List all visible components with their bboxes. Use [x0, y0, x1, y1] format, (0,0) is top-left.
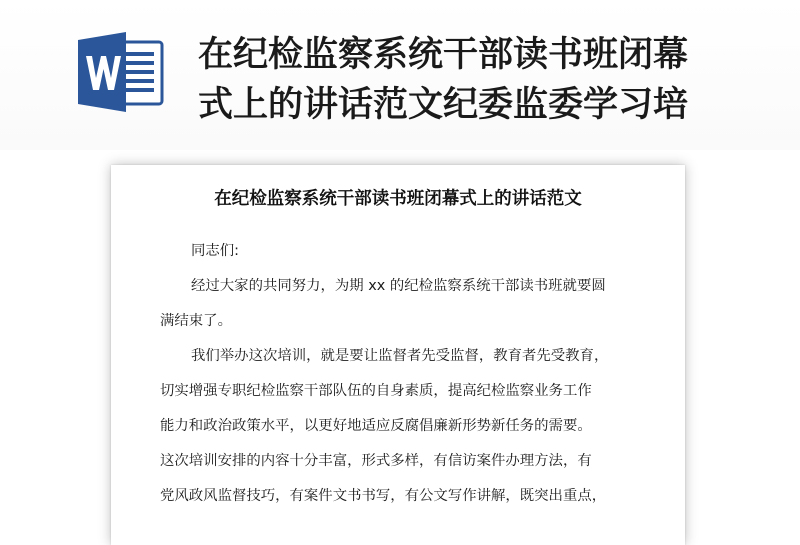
banner-title-line-1: 在纪检监察系统干部读书班闭幕	[198, 35, 689, 75]
document-line: 同志们:	[191, 243, 240, 259]
document-title: 在纪检监察系统干部读书班闭幕式上的讲话范文	[214, 189, 582, 209]
document-line: 满结束了。	[160, 313, 232, 329]
banner-header	[0, 0, 800, 150]
document-line: 经过大家的共同努力，为期 xx 的纪检监察系统干部读书班就要圆	[191, 278, 606, 294]
word-doc-icon	[76, 32, 164, 112]
document-line: 切实增强专职纪检监察干部队伍的自身素质，提高纪检监察业务工作	[160, 383, 592, 399]
document-line: 我们举办这次培训，就是要让监督者先受监督，教育者先受教育，	[191, 348, 609, 364]
banner-title-line-2: 式上的讲话范文纪委监委学习培	[198, 85, 689, 125]
banner-title	[198, 30, 788, 130]
document-line: 党风政风监督技巧，有案件文书书写，有公文写作讲解，既突出重点，	[160, 488, 607, 504]
document-line: 这次培训安排的内容十分丰富，形式多样，有信访案件办理方法，有	[160, 453, 592, 469]
document-line: 能力和政治政策水平，以更好地适应反腐倡廉新形势新任务的需要。	[160, 418, 592, 434]
document-page	[111, 165, 685, 545]
